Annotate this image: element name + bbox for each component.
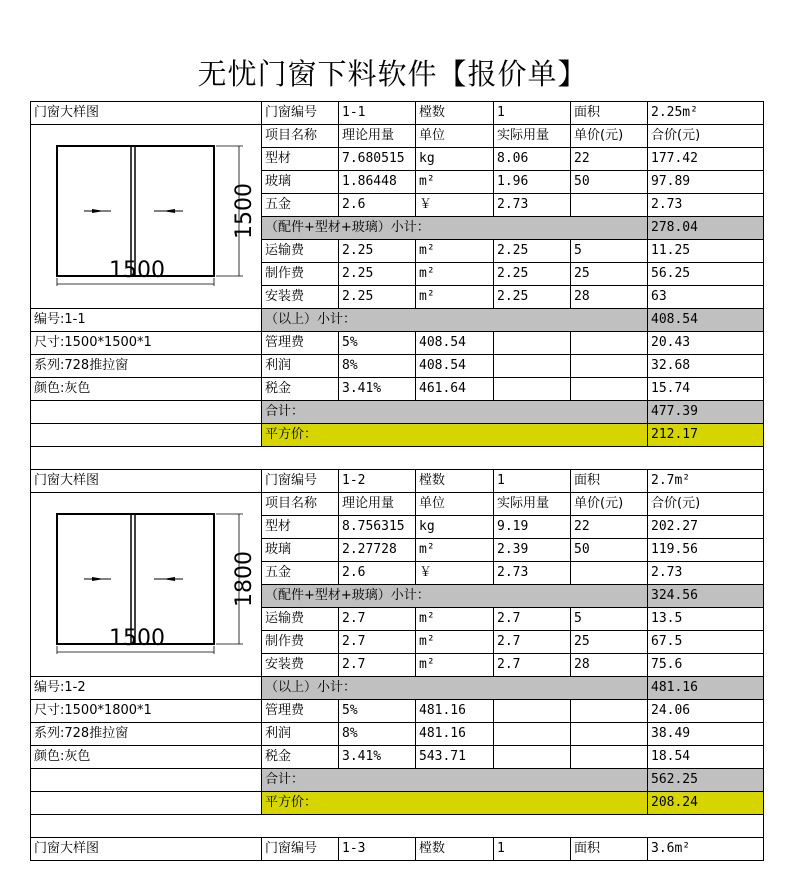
unit-value: m² (416, 286, 494, 309)
fee-total: 32.68 (648, 355, 764, 378)
quote-1-header-row (31, 102, 764, 125)
column-header-unit-price: 单价(元) (571, 125, 648, 148)
quote-2-header-row (31, 470, 764, 493)
fee-empty (494, 700, 571, 723)
fee-rate: 5% (339, 700, 416, 723)
quote-2-spacer-row (31, 815, 764, 838)
total-price-value: 202.27 (648, 516, 764, 539)
total-price-value: 56.25 (648, 263, 764, 286)
empty-cell (31, 792, 262, 815)
above-subtotal-label: （以上）小计： (262, 309, 648, 332)
quote-1-fee-row (31, 332, 764, 355)
unit-price-value: 25 (571, 263, 648, 286)
fee-base: 543.71 (416, 746, 494, 769)
count-value: 1 (494, 838, 571, 861)
quote-1-fee-row (31, 355, 764, 378)
fee-empty (571, 723, 648, 746)
info-color: 颜色:灰色 (31, 378, 262, 401)
window-no-value: 1-1 (339, 102, 416, 125)
above-subtotal-label: （以上）小计： (262, 677, 648, 700)
item-name: 安装费 (262, 654, 339, 677)
fee-empty (494, 746, 571, 769)
fee-total: 38.49 (648, 723, 764, 746)
per-sqm-value: 212.17 (648, 424, 764, 447)
item-name: 制作费 (262, 631, 339, 654)
fee-empty (494, 332, 571, 355)
actual-value: 2.25 (494, 240, 571, 263)
unit-value: m² (416, 631, 494, 654)
fee-empty (571, 355, 648, 378)
column-header-unit: 单位 (416, 493, 494, 516)
theory-value: 2.25 (339, 240, 416, 263)
quote-2-total-row (31, 769, 764, 792)
above-subtotal-value: 408.54 (648, 309, 764, 332)
sash-arrow-right-icon (154, 577, 183, 581)
quote-2-fee-row (31, 723, 764, 746)
actual-value: 2.73 (494, 194, 571, 217)
theory-value: 8.756315 (339, 516, 416, 539)
theory-value: 2.25 (339, 263, 416, 286)
theory-value: 1.86448 (339, 171, 416, 194)
area-label: 面积 (571, 470, 648, 493)
empty-cell (31, 401, 262, 424)
fee-name: 利润 (262, 355, 339, 378)
unit-price-value: 5 (571, 240, 648, 263)
sash-arrow-left-icon (84, 577, 111, 581)
actual-value: 8.06 (494, 148, 571, 171)
quote-2-per-sqm-row (31, 792, 764, 815)
area-label: 面积 (571, 102, 648, 125)
empty-cell (31, 769, 262, 792)
count-label: 樘数 (416, 838, 494, 861)
total-price-value: 13.5 (648, 608, 764, 631)
fee-total: 24.06 (648, 700, 764, 723)
unit-value: m² (416, 608, 494, 631)
column-header-actual: 实际用量 (494, 125, 571, 148)
actual-value: 2.25 (494, 286, 571, 309)
height-label: 1800 (232, 551, 257, 607)
fee-total: 15.74 (648, 378, 764, 401)
item-name: 玻璃 (262, 539, 339, 562)
total-price-value: 11.25 (648, 240, 764, 263)
theory-value: 2.7 (339, 608, 416, 631)
unit-value: ￥ (416, 562, 494, 585)
count-value: 1 (494, 102, 571, 125)
unit-price-value: 28 (571, 654, 648, 677)
total-price-value: 63 (648, 286, 764, 309)
material-subtotal-label: （配件+型材+玻璃）小计： (262, 585, 648, 608)
theory-value: 2.6 (339, 562, 416, 585)
total-price-value: 177.42 (648, 148, 764, 171)
total-label: 合计： (262, 401, 648, 424)
item-name: 运输费 (262, 240, 339, 263)
fee-empty (571, 378, 648, 401)
above-subtotal-value: 481.16 (648, 677, 764, 700)
window-no-label: 门窗编号 (262, 102, 339, 125)
item-name: 安装费 (262, 286, 339, 309)
column-header-actual: 实际用量 (494, 493, 571, 516)
fee-rate: 3.41% (339, 746, 416, 769)
per-sqm-label: 平方价： (262, 424, 648, 447)
drawing-label: 门窗大样图 (31, 102, 262, 125)
fee-empty (494, 723, 571, 746)
fee-rate: 8% (339, 723, 416, 746)
quote-2-fee-row (31, 700, 764, 723)
quote-1-per-sqm-row (31, 424, 764, 447)
item-name: 运输费 (262, 608, 339, 631)
unit-price-value: 22 (571, 516, 648, 539)
quote-1-fee-row (31, 378, 764, 401)
window-drawing-cell (31, 125, 262, 309)
window-no-value: 1-2 (339, 470, 416, 493)
fee-base: 481.16 (416, 723, 494, 746)
total-price-value: 119.56 (648, 539, 764, 562)
count-label: 樘数 (416, 102, 494, 125)
column-header-theory: 理论用量 (339, 125, 416, 148)
info-color: 颜色:灰色 (31, 746, 262, 769)
info-size: 尺寸:1500*1800*1 (31, 700, 262, 723)
total-label: 合计： (262, 769, 648, 792)
fee-rate: 5% (339, 332, 416, 355)
fee-base: 461.64 (416, 378, 494, 401)
info-code: 编号:1-2 (31, 677, 262, 700)
page-title: 无忧门窗下料软件【报价单】 (197, 57, 588, 91)
material-subtotal-label: （配件+型材+玻璃）小计： (262, 217, 648, 240)
quote-2-above-subtotal-row (31, 677, 764, 700)
quote-1-above-subtotal-row (31, 309, 764, 332)
total-price-value: 2.73 (648, 194, 764, 217)
actual-value: 2.7 (494, 654, 571, 677)
unit-value: m² (416, 654, 494, 677)
total-value: 562.25 (648, 769, 764, 792)
quote-3-header-row (31, 838, 764, 861)
column-header-item: 项目名称 (262, 493, 339, 516)
item-name: 玻璃 (262, 171, 339, 194)
total-value: 477.39 (648, 401, 764, 424)
fee-empty (494, 355, 571, 378)
item-name: 型材 (262, 516, 339, 539)
actual-value: 2.25 (494, 263, 571, 286)
fee-base: 408.54 (416, 355, 494, 378)
total-price-value: 75.6 (648, 654, 764, 677)
column-header-unit-price: 单价(元) (571, 493, 648, 516)
height-label: 1500 (232, 183, 257, 239)
empty-cell (31, 424, 262, 447)
fee-name: 管理费 (262, 700, 339, 723)
column-header-theory: 理论用量 (339, 493, 416, 516)
item-name: 型材 (262, 148, 339, 171)
unit-value: m² (416, 539, 494, 562)
fee-empty (571, 332, 648, 355)
column-header-item: 项目名称 (262, 125, 339, 148)
window-no-value: 1-3 (339, 838, 416, 861)
fee-base: 481.16 (416, 700, 494, 723)
count-value: 1 (494, 470, 571, 493)
drawing-label: 门窗大样图 (31, 838, 262, 861)
unit-price-value: 50 (571, 171, 648, 194)
fee-name: 税金 (262, 378, 339, 401)
quote-2-fee-row (31, 746, 764, 769)
material-subtotal-value: 324.56 (648, 585, 764, 608)
theory-value: 2.7 (339, 631, 416, 654)
per-sqm-label: 平方价： (262, 792, 648, 815)
area-label: 面积 (571, 838, 648, 861)
sash-arrow-left-icon (84, 209, 111, 213)
unit-value: ￥ (416, 194, 494, 217)
fee-base: 408.54 (416, 332, 494, 355)
column-header-total-price: 合价(元) (648, 493, 764, 516)
theory-value: 2.25 (339, 286, 416, 309)
item-name: 五金 (262, 562, 339, 585)
fee-empty (571, 746, 648, 769)
info-series: 系列:728推拉窗 (31, 355, 262, 378)
area-value: 2.25m² (648, 102, 764, 125)
actual-value: 2.7 (494, 631, 571, 654)
fee-rate: 3.41% (339, 378, 416, 401)
quote-2-column-header-row (31, 493, 764, 516)
unit-price-value: 28 (571, 286, 648, 309)
actual-value: 2.7 (494, 608, 571, 631)
unit-value: m² (416, 171, 494, 194)
actual-value: 2.73 (494, 562, 571, 585)
drawing-label: 门窗大样图 (31, 470, 262, 493)
fee-empty (494, 378, 571, 401)
window-drawing (34, 125, 262, 286)
width-label: 1500 (109, 258, 165, 283)
fee-total: 18.54 (648, 746, 764, 769)
quote-1-spacer-row (31, 447, 764, 470)
quote-sheet (30, 101, 763, 861)
theory-value: 7.680515 (339, 148, 416, 171)
quote-1-column-header-row (31, 125, 764, 148)
area-value: 2.7m² (648, 470, 764, 493)
column-header-total-price: 合价(元) (648, 125, 764, 148)
total-price-value: 97.89 (648, 171, 764, 194)
sash-arrow-right-icon (154, 209, 183, 213)
total-price-value: 2.73 (648, 562, 764, 585)
info-series: 系列:728推拉窗 (31, 723, 262, 746)
item-name: 五金 (262, 194, 339, 217)
area-value: 3.6m² (648, 838, 764, 861)
fee-total: 20.43 (648, 332, 764, 355)
material-subtotal-value: 278.04 (648, 217, 764, 240)
fee-empty (571, 700, 648, 723)
per-sqm-value: 208.24 (648, 792, 764, 815)
window-no-label: 门窗编号 (262, 470, 339, 493)
theory-value: 2.27728 (339, 539, 416, 562)
unit-value: kg (416, 148, 494, 171)
spacer-cell (31, 815, 764, 838)
unit-price-value: 5 (571, 608, 648, 631)
window-drawing (34, 493, 262, 654)
fee-name: 税金 (262, 746, 339, 769)
item-name: 制作费 (262, 263, 339, 286)
theory-value: 2.6 (339, 194, 416, 217)
unit-price-value: 22 (571, 148, 648, 171)
actual-value: 9.19 (494, 516, 571, 539)
unit-price-value: 50 (571, 539, 648, 562)
unit-value: kg (416, 516, 494, 539)
fee-name: 管理费 (262, 332, 339, 355)
unit-price-value: 25 (571, 631, 648, 654)
theory-value: 2.7 (339, 654, 416, 677)
actual-value: 2.39 (494, 539, 571, 562)
fee-rate: 8% (339, 355, 416, 378)
total-price-value: 67.5 (648, 631, 764, 654)
window-no-label: 门窗编号 (262, 838, 339, 861)
width-label: 1500 (109, 626, 165, 651)
window-drawing-cell (31, 493, 262, 677)
info-code: 编号:1-1 (31, 309, 262, 332)
info-size: 尺寸:1500*1500*1 (31, 332, 262, 355)
unit-value: m² (416, 240, 494, 263)
unit-price-value (571, 562, 648, 585)
quote-table (30, 101, 764, 861)
count-label: 樘数 (416, 470, 494, 493)
unit-price-value (571, 194, 648, 217)
quote-1-total-row (31, 401, 764, 424)
fee-name: 利润 (262, 723, 339, 746)
unit-value: m² (416, 263, 494, 286)
actual-value: 1.96 (494, 171, 571, 194)
column-header-unit: 单位 (416, 125, 494, 148)
spacer-cell (31, 447, 764, 470)
